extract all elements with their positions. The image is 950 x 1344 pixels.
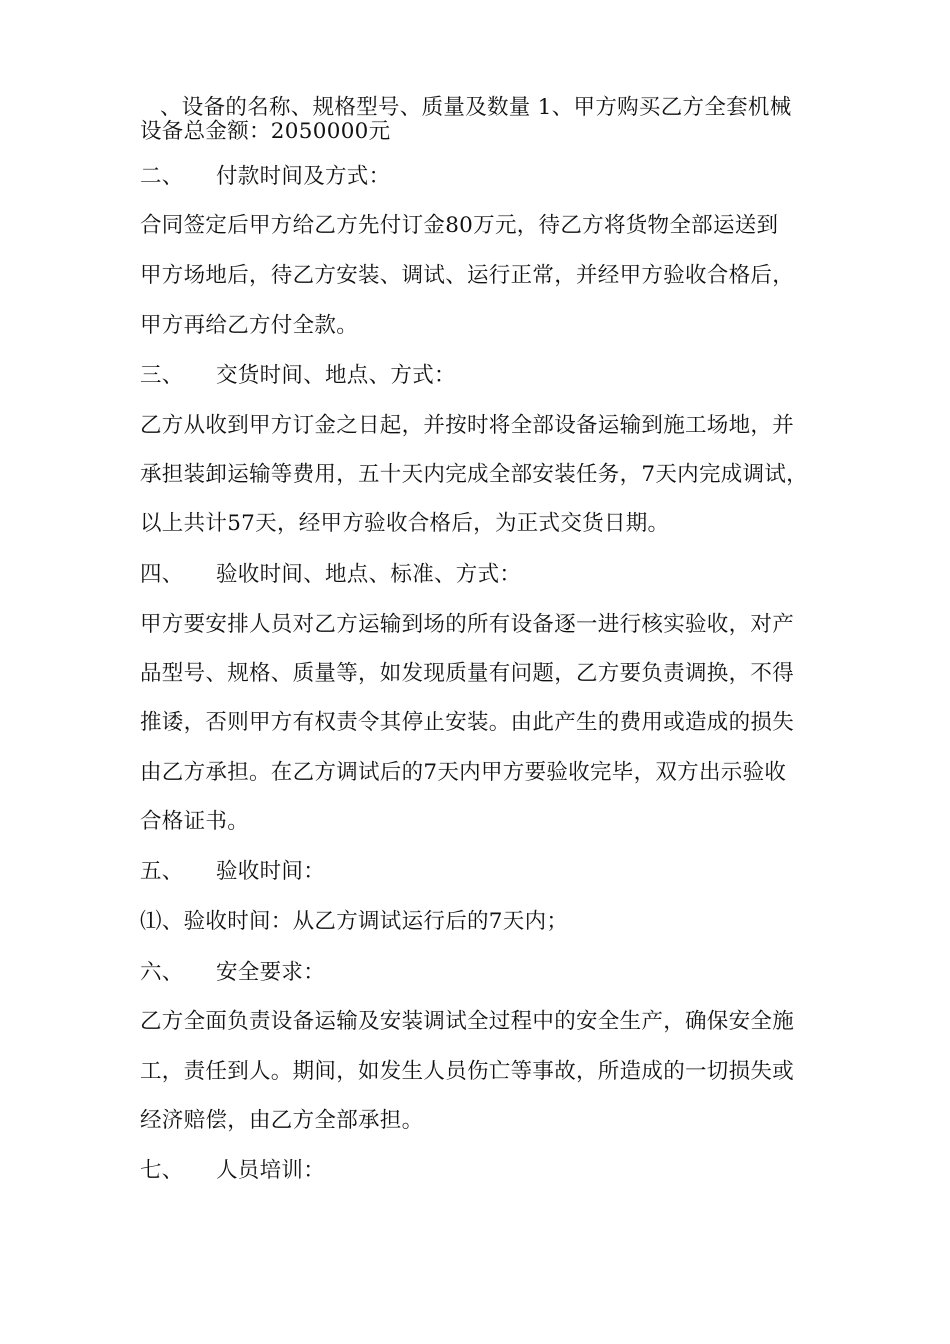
section1-line2: 设备总金额：2050000元 <box>140 119 391 144</box>
section2-heading <box>140 163 840 191</box>
section2-title: 付款时间及方式： <box>216 164 391 189</box>
section3-line3: 以上共计57天，经甲方验收合格后，为正式交货日期。 <box>140 511 670 536</box>
section4-line5: 合格证书。 <box>140 809 250 834</box>
section6-number: 六、 <box>140 960 184 985</box>
section4-line3: 推诿，否则甲方有权责令其停止安装。由此产生的费用或造成的损失 <box>140 710 795 735</box>
section3-line2: 承担装卸运输等费用，五十天内完成全部安装任务，7天内完成调试， <box>140 462 808 487</box>
section3-number: 三、 <box>140 363 184 388</box>
section6-line3: 经济赔偿，由乙方全部承担。 <box>140 1108 424 1133</box>
section2-number: 二、 <box>140 164 184 189</box>
section6-heading <box>140 959 840 987</box>
section5-title: 验收时间： <box>216 859 326 884</box>
section7-heading <box>140 1157 840 1185</box>
section3-title: 交货时间、地点、方式： <box>216 363 456 388</box>
section4-line2: 品型号、规格、质量等，如发现质量有问题，乙方要负责调换，不得 <box>140 661 795 686</box>
section4-line4: 由乙方承担。在乙方调试后的7天内甲方要验收完毕，双方出示验收 <box>140 760 787 785</box>
section3-line1: 乙方从收到甲方订金之日起，并按时将全部设备运输到施工场地，并 <box>140 413 795 438</box>
section6-title: 安全要求： <box>216 960 326 985</box>
section5-heading <box>140 858 840 886</box>
section6-line2: 工，责任到人。期间，如发生人员伤亡等事故，所造成的一切损失或 <box>140 1059 795 1084</box>
section4-number: 四、 <box>140 562 184 587</box>
section3-heading <box>140 362 840 390</box>
section2-line3: 甲方再给乙方付全款。 <box>140 313 359 338</box>
section7-title: 人员培训： <box>216 1158 326 1183</box>
section5-number: 五、 <box>140 859 184 884</box>
section4-line1: 甲方要安排人员对乙方运输到场的所有设备逐一进行核实验收，对产 <box>140 612 795 637</box>
section4-heading <box>140 561 840 589</box>
section2-line2: 甲方场地后，待乙方安装、调试、运行正常，并经甲方验收合格后， <box>140 263 795 288</box>
section5-line1: ⑴、验收时间：从乙方调试运行后的7天内； <box>140 909 569 934</box>
section2-line1: 合同签定后甲方给乙方先付订金80万元，待乙方将货物全部运送到 <box>140 213 779 238</box>
section1-line1: 、设备的名称、规格型号、质量及数量 1、甲方购买乙方全套机械 <box>160 95 792 120</box>
section4-title: 验收时间、地点、标准、方式： <box>216 562 522 587</box>
section7-number: 七、 <box>140 1158 184 1183</box>
section6-line1: 乙方全面负责设备运输及安装调试全过程中的安全生产，确保安全施 <box>140 1009 795 1034</box>
